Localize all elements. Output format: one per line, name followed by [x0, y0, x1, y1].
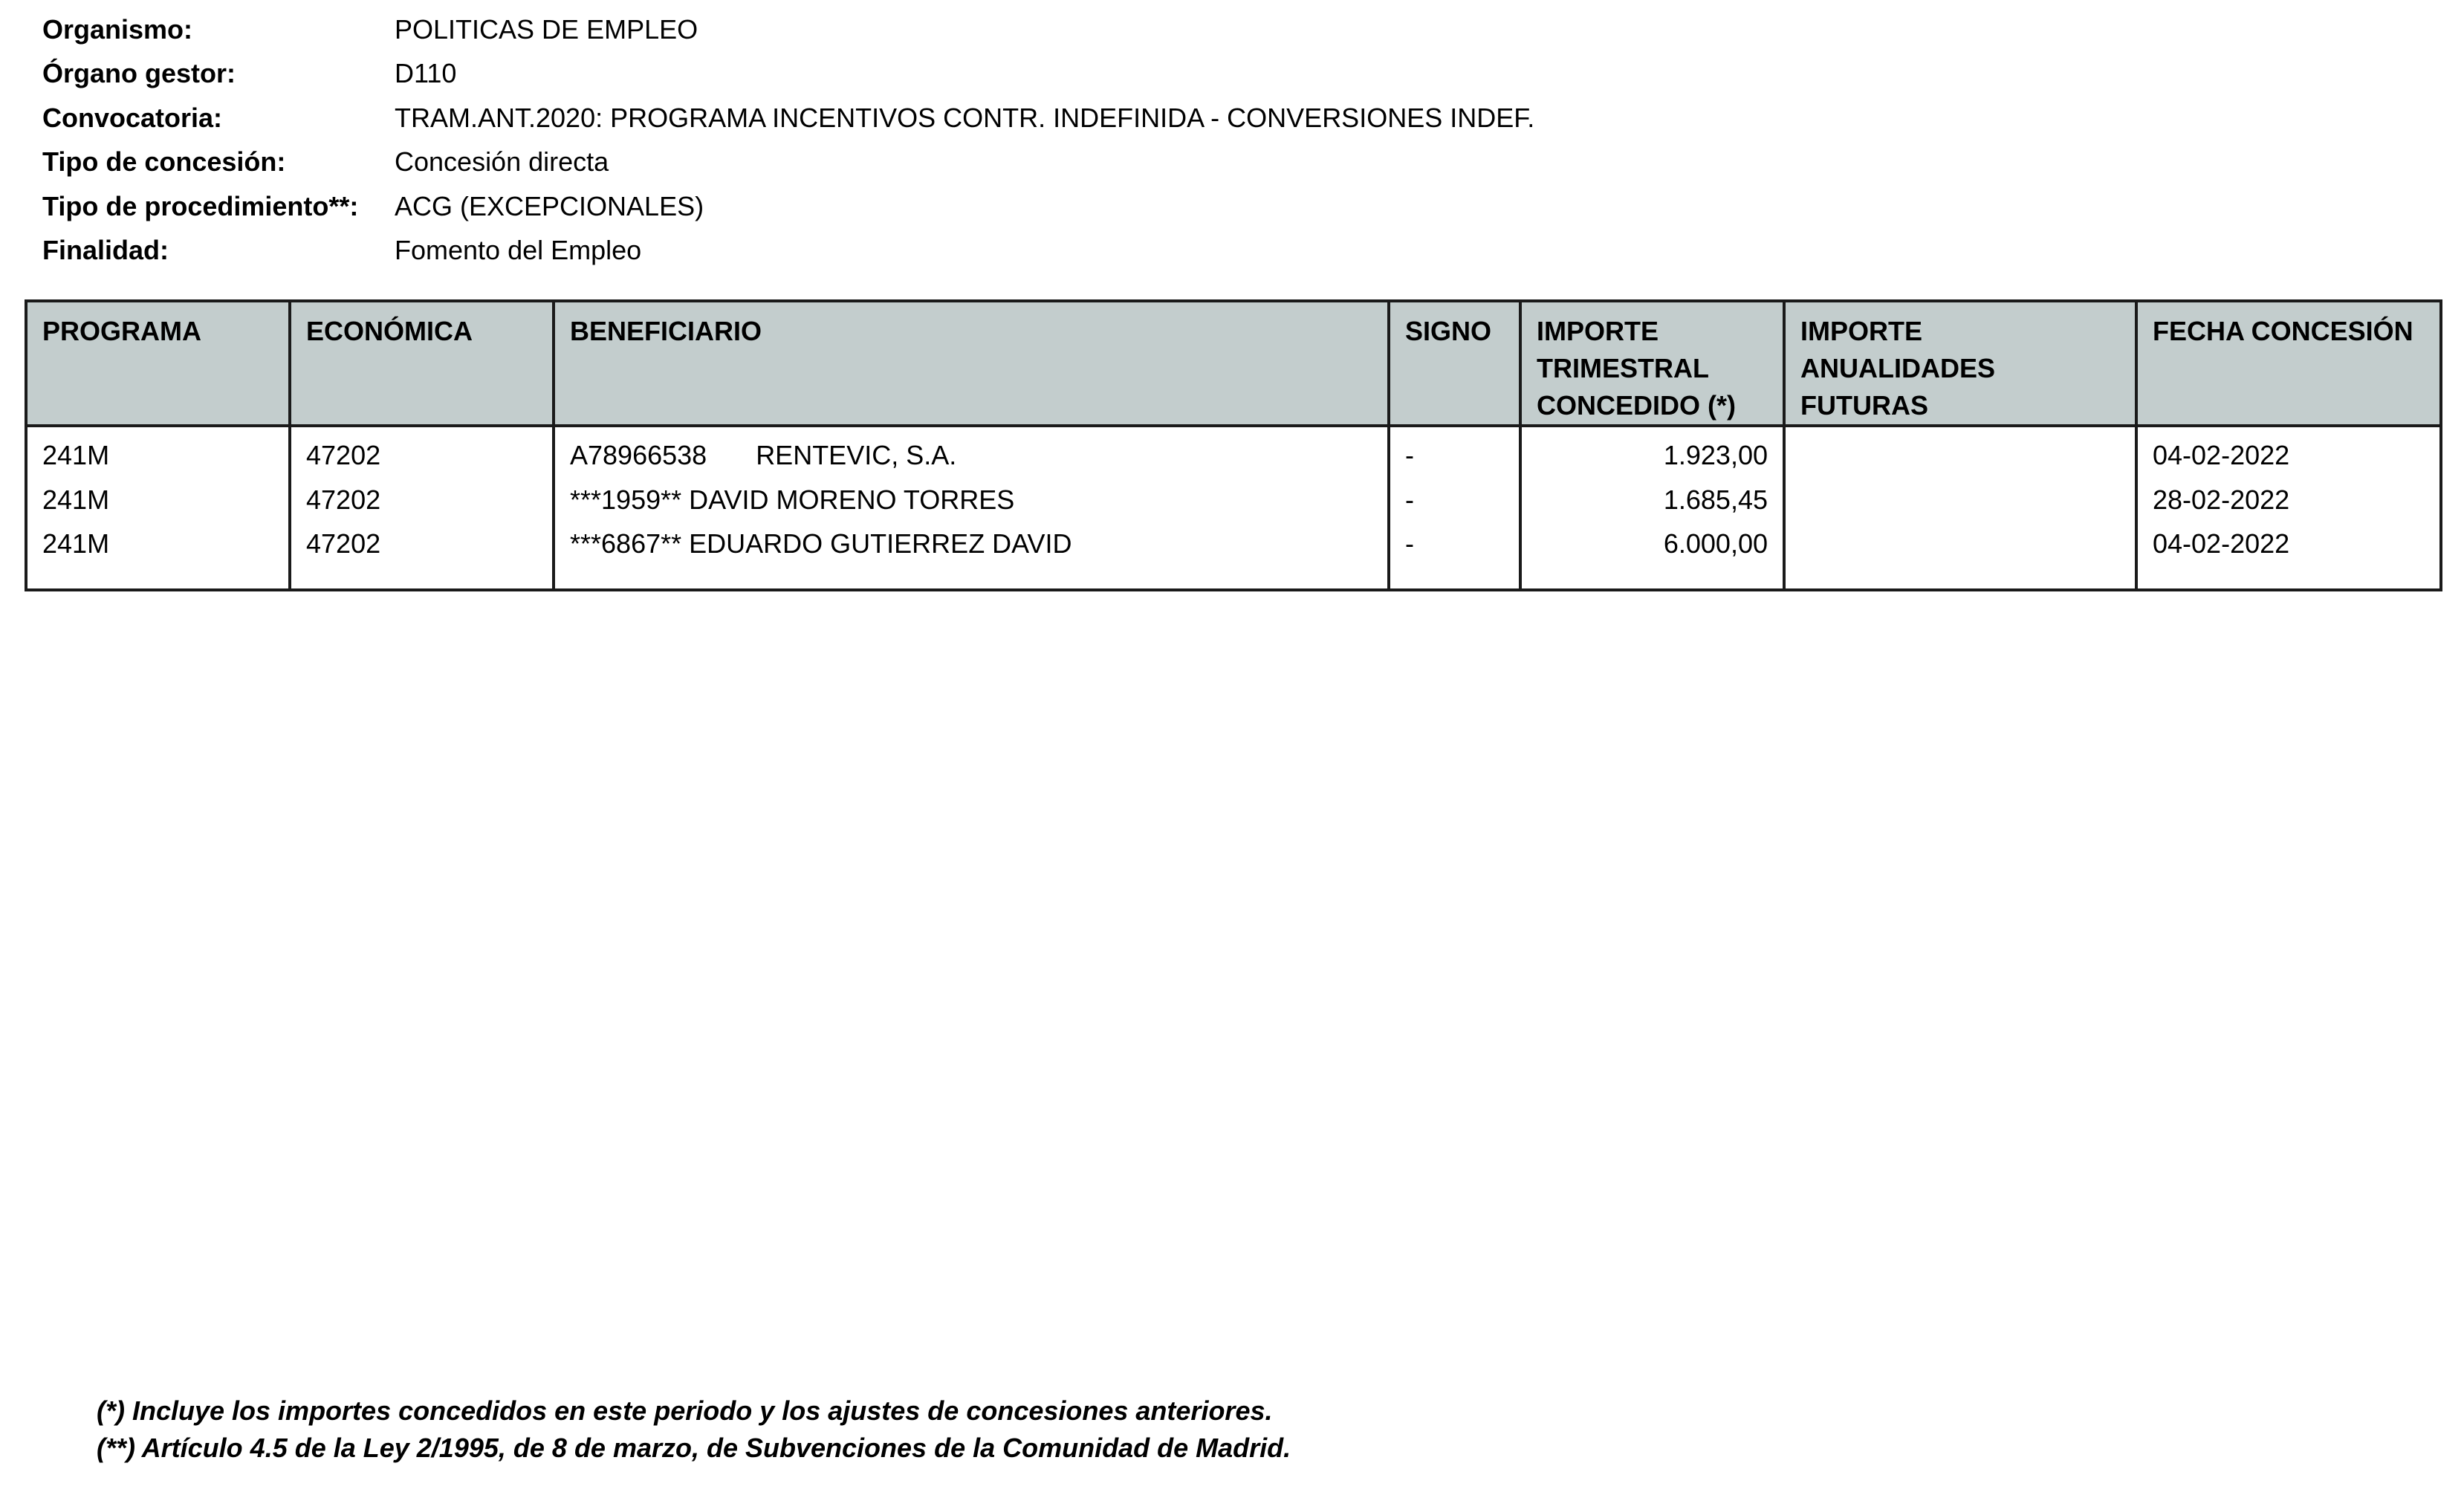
metadata-value: POLITICAS DE EMPLEO	[395, 13, 698, 45]
metadata-row-finalidad	[42, 229, 1534, 273]
beneficiario-nombre: EDUARDO GUTIERREZ DAVID	[689, 528, 1072, 559]
cell-programa: 241M	[26, 478, 290, 522]
cell-importe-trimestral: 1.685,45	[1520, 478, 1784, 522]
table-header-row	[26, 301, 2441, 426]
cell-fecha-concesion: 04-02-2022	[2136, 426, 2441, 478]
footnote-ley: (**) Artículo 4.5 de la Ley 2/1995, de 8 de marzo, de Subvenciones de la Comunidad de Madrid.	[97, 1433, 1291, 1463]
column-header-importe-trimestral: IMPORTE TRIMESTRAL CONCEDIDO (*)	[1520, 301, 1784, 426]
grants-table	[25, 299, 2442, 591]
table-row	[26, 478, 2441, 522]
cell-economica: 47202	[290, 522, 554, 566]
cell-beneficiario	[554, 426, 1389, 478]
metadata-label: Tipo de procedimiento**:	[42, 190, 359, 221]
table-bottom-spacer	[26, 566, 2441, 590]
footnotes	[97, 1392, 1291, 1467]
metadata-block	[42, 7, 1534, 273]
metadata-label: Finalidad:	[42, 235, 169, 266]
metadata-label: Organismo:	[42, 13, 193, 45]
metadata-value: D110	[395, 58, 457, 89]
cell-fecha-concesion: 28-02-2022	[2136, 478, 2441, 522]
cell-fecha-concesion: 04-02-2022	[2136, 522, 2441, 566]
metadata-label: Tipo de concesión:	[42, 146, 286, 178]
metadata-value: Concesión directa	[395, 146, 609, 178]
cell-programa: 241M	[26, 522, 290, 566]
cell-economica: 47202	[290, 426, 554, 478]
beneficiario-id: ***6867**	[570, 528, 682, 559]
column-header-signo: SIGNO	[1389, 301, 1520, 426]
cell-economica: 47202	[290, 478, 554, 522]
table-row	[26, 426, 2441, 478]
cell-programa: 241M	[26, 426, 290, 478]
cell-importe-trimestral: 6.000,00	[1520, 522, 1784, 566]
cell-beneficiario	[554, 478, 1389, 522]
metadata-row-organismo	[42, 7, 1534, 52]
metadata-label: Órgano gestor:	[42, 58, 236, 89]
cell-signo: -	[1389, 522, 1520, 566]
beneficiario-nombre: RENTEVIC, S.A.	[756, 440, 957, 470]
column-header-beneficiario: BENEFICIARIO	[554, 301, 1389, 426]
cell-signo: -	[1389, 478, 1520, 522]
metadata-value: ACG (EXCEPCIONALES)	[395, 190, 704, 221]
beneficiario-nombre: DAVID MORENO TORRES	[689, 484, 1015, 515]
beneficiario-id: A78966538	[570, 440, 707, 470]
cell-beneficiario	[554, 522, 1389, 566]
cell-importe-anualidades	[1784, 522, 2136, 566]
metadata-value: TRAM.ANT.2020: PROGRAMA INCENTIVOS CONTR. INDEFINIDA - CONVERSIONES INDEF.	[395, 102, 1535, 133]
cell-importe-anualidades	[1784, 426, 2136, 478]
column-header-fecha-concesion: FECHA CONCESIÓN	[2136, 301, 2441, 426]
metadata-row-tipo-procedimiento	[42, 184, 1534, 229]
cell-importe-trimestral: 1.923,00	[1520, 426, 1784, 478]
cell-signo: -	[1389, 426, 1520, 478]
metadata-label: Convocatoria:	[42, 102, 223, 133]
column-header-economica: ECONÓMICA	[290, 301, 554, 426]
column-header-programa: PROGRAMA	[26, 301, 290, 426]
metadata-value: Fomento del Empleo	[395, 235, 642, 266]
column-header-importe-anualidades: IMPORTE ANUALIDADES FUTURAS	[1784, 301, 2136, 426]
metadata-row-tipo-concesion	[42, 140, 1534, 185]
footnote-importes: (*) Incluye los importes concedidos en este periodo y los ajustes de concesiones anteriores.	[97, 1395, 1273, 1426]
cell-importe-anualidades	[1784, 478, 2136, 522]
table-row	[26, 522, 2441, 566]
metadata-row-convocatoria	[42, 96, 1534, 140]
beneficiario-id: ***1959**	[570, 484, 682, 515]
metadata-row-organo-gestor	[42, 52, 1534, 97]
